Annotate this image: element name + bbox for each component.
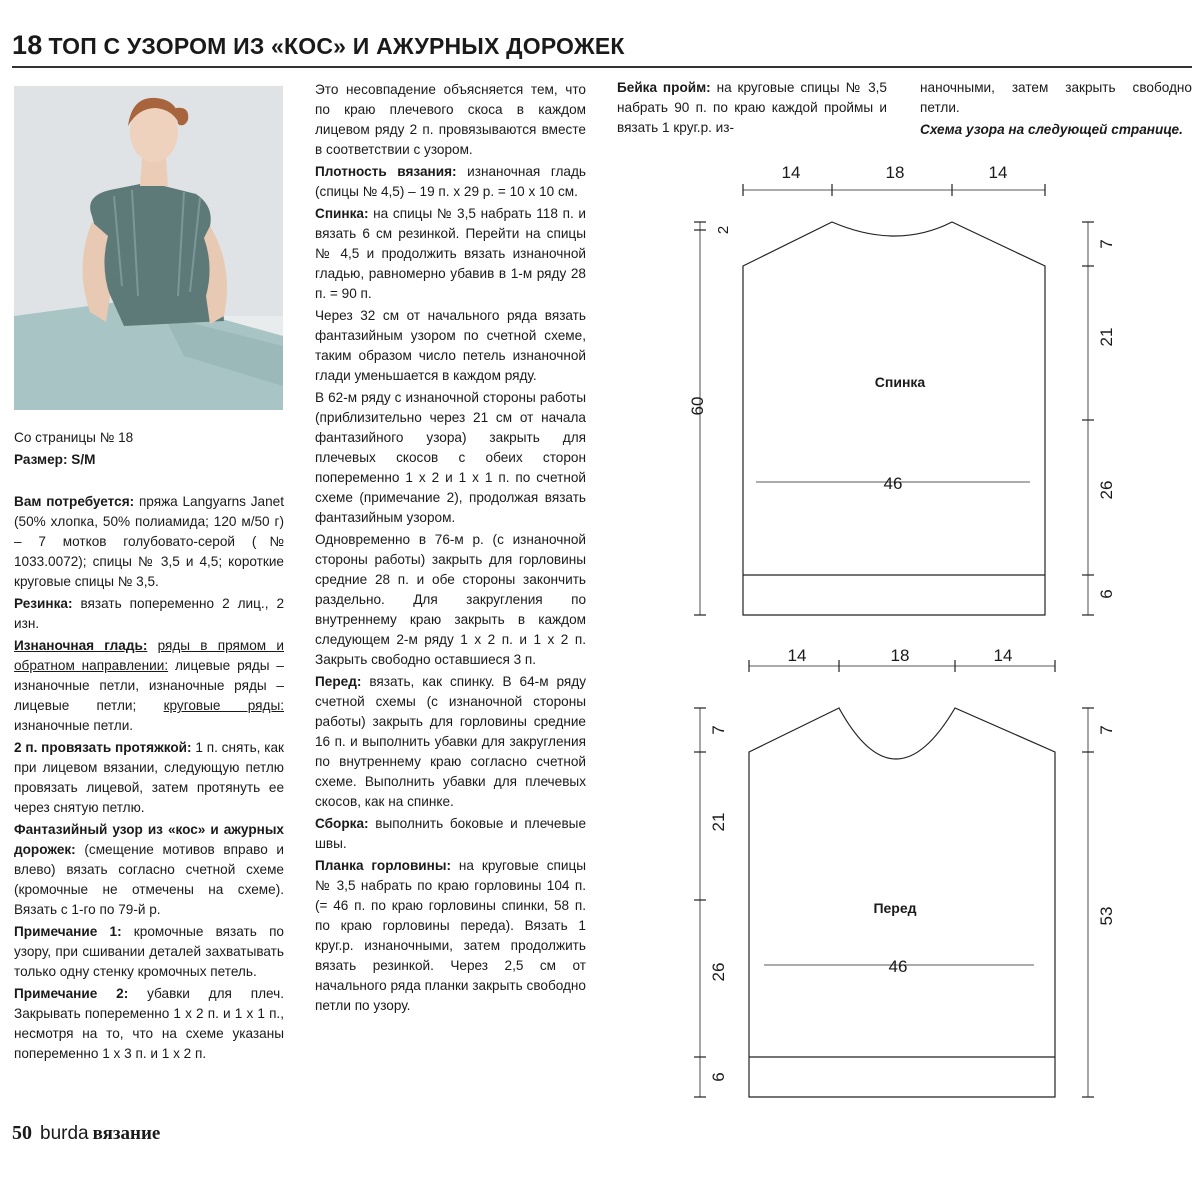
note1-label: Примечание 1: [14,924,122,939]
purl-label: Изнаночная гладь: [14,638,148,653]
gauge-label: Плотность вязания: [315,164,457,179]
front-dim-left-neck: 7 [709,725,728,735]
front-dim-right-neck: 7 [1097,725,1116,735]
back-outline [743,222,1045,615]
rib-label: Резинка: [14,596,73,611]
back-dim-top-right: 14 [988,163,1008,182]
back-schematic [694,184,1094,615]
neckband-label: Планка горловины: [315,858,452,873]
back-dim-right-shoulder: 7 [1097,239,1116,249]
gauge-text: изнаночная гладь (спицы № 4,5) – 19 п. х 29 р. = 10 х 10 см. [315,164,586,199]
size-label: Размер: [14,452,68,467]
front-dim-left-rib: 6 [709,1072,728,1082]
k2-label: 2 п. провязать протяжкой: [14,740,192,755]
note1-text: кромочные вязать по узору, при сшивании деталей захватывать только одну стенку кромочных петель. [14,924,284,979]
magazine-brand: burda [40,1123,89,1144]
scheme-note-text: Схема узора на следующей странице. [920,122,1183,137]
intro-paragraph: Это несовпадение объясняется тем, что по краю плечевого скоса в каждом лицевом ряду 2 п. провязываются вместе в соответствии с узором. [315,82,586,157]
back-dim-right-armhole: 21 [1097,327,1116,347]
purl-rows-text: лицевые ряды – изнаночные петли, изнаночные ряды – лицевые петли; [14,658,284,713]
k2-text: 1 п. снять, как при лицевом вязании, следующую петлю провязать лицевой, затем протянуть ее через снятую петлю. [14,740,284,815]
front-label: Перед: [315,674,362,689]
page-number: 50 [12,1122,32,1144]
purl-round-text: изнаночные петли. [14,718,134,733]
back-dim-right-rib: 6 [1097,589,1116,599]
purl-rows-label: ряды в прямом и обратном направлении: [14,638,284,673]
back-paragraph-2: Через 32 см от начального ряда вязать фантазийным узором по счетной схеме, таким образом число петель изнаночной глади уменьшается в каждом ряду. [315,308,586,383]
page-footer [12,1122,160,1145]
rib-text: вязать попеременно 2 лиц., 2 изн. [14,596,284,631]
pattern-number: 18 [12,30,43,60]
back-dim-right-body: 26 [1097,480,1116,500]
back-label: Спинка [874,374,926,390]
front-schematic [694,660,1094,1097]
fancy-pattern-text: (смещение мотивов вправо и влево) вязать согласно счетной схеме (кромочные не отмечены на схеме). Вязать с 1-го по 79-й р. [14,842,284,917]
fancy-pattern-label: Фантазийный узор из «кос» и ажурных дорожек: [14,822,284,857]
purl-round-label: круговые ряды: [163,698,285,713]
front-dim-left-body: 26 [709,962,728,982]
materials-label: Вам потребуется: [14,494,135,509]
pattern-title: ТОП С УЗОРОМ ИЗ «КОС» И АЖУРНЫХ ДОРОЖЕК [48,33,625,59]
back-label: Спинка: [315,206,369,221]
back-width: 46 [883,474,903,493]
size-value: S/M [67,452,96,467]
armhole-label: Бейка пройм: [617,80,711,95]
front-dim-top-right: 14 [993,646,1013,665]
note2-label: Примечание 2: [14,986,129,1001]
back-paragraph-3: В 62-м ряду с изнаночной стороны работы (приблизительно через 21 см от начала фантазийного узора) закрыть для плечевых скосов с обеих сторон попеременно 1 х 2 и 1 х 1 п. по счетной схеме (примечание 2), продолжая вязать фантазийным узором. [315,390,586,525]
magazine-section: вязание [92,1123,161,1144]
armhole-text: на круговые спицы № 3,5 набрать 90 п. по краю каждой проймы и вязать 1 круг.р. из- [617,80,887,135]
note2-text: убавки для плеч. Закрывать попеременно 1 х 2 п. и 1 х 1 п., несмотря на то, что на схеме указаны попеременно 1 х 3 п. и 1 х 2 п. [14,986,285,1061]
front-width: 46 [888,957,908,976]
front-label: Перед [873,900,917,916]
materials-text: пряжа Langyarns Janet (50% хлопка, 50% полиамида; 120 м/50 г) – 7 мотков голубовато-серой (№ 1033.0072); спицы № 3,5 и 4,5; короткие круговые спицы № 3,5. [14,494,284,589]
back-dim-left-length: 60 [688,396,707,416]
front-dim-right-length: 53 [1097,906,1116,926]
front-dim-left-armhole: 21 [709,812,728,832]
front-dim-top-left: 14 [787,646,807,665]
back-dim-top-center: 18 [885,163,905,182]
back-dim-left-shoulder: 2 [715,225,732,235]
back-paragraph-4: Одновременно в 76-м р. (с изнаночной стороны работы) закрыть для горловины средние 28 п. и обе стороны закончить раздельно. Для закругления по внутреннему краю закрыть в каждом следующем 2-м ряду 1 х 2 п. и 1 х 2 п. Закрыть свободно оставшиеся 3 п. [315,532,586,667]
neckband-text: на круговые спицы № 3,5 набрать по краю горловины 104 п. (= 46 п. по краю горловины спинки, 58 п. по краю горловины переда). Вязать 1 круг.р. изнаночными, затем продолжить вязать резинкой. Через 2,5 см от начального ряда планки закрыть свободно петли по узору. [315,858,586,1013]
front-text: вязать, как спинку. В 64-м ряду счетной схемы (с изнаночной стороны работы) закрыть для горловины средние 16 п. и выполнить убавки для закругления по внутреннему краю согласно счетной схеме. Выполнить убавки для плечевых скосов, как на спинке. [315,674,586,809]
back-text: на спицы № 3,5 набрать 118 п. и вязать 6 см резинкой. Перейти на спицы № 4,5 и продолжить вязать изнаночной гладью, равномерно убавив в 1-м ряду 28 п. = 90 п. [315,206,586,301]
source-note: Со страницы № 18 [14,430,134,445]
assembly-label: Сборка: [315,816,369,831]
front-dim-top-center: 18 [890,646,910,665]
back-dim-top-left: 14 [781,163,801,182]
armhole-continued: наночными, затем закрыть свободно петли. [920,80,1192,115]
assembly-text: выполнить боковые и плечевые швы. [315,816,586,851]
